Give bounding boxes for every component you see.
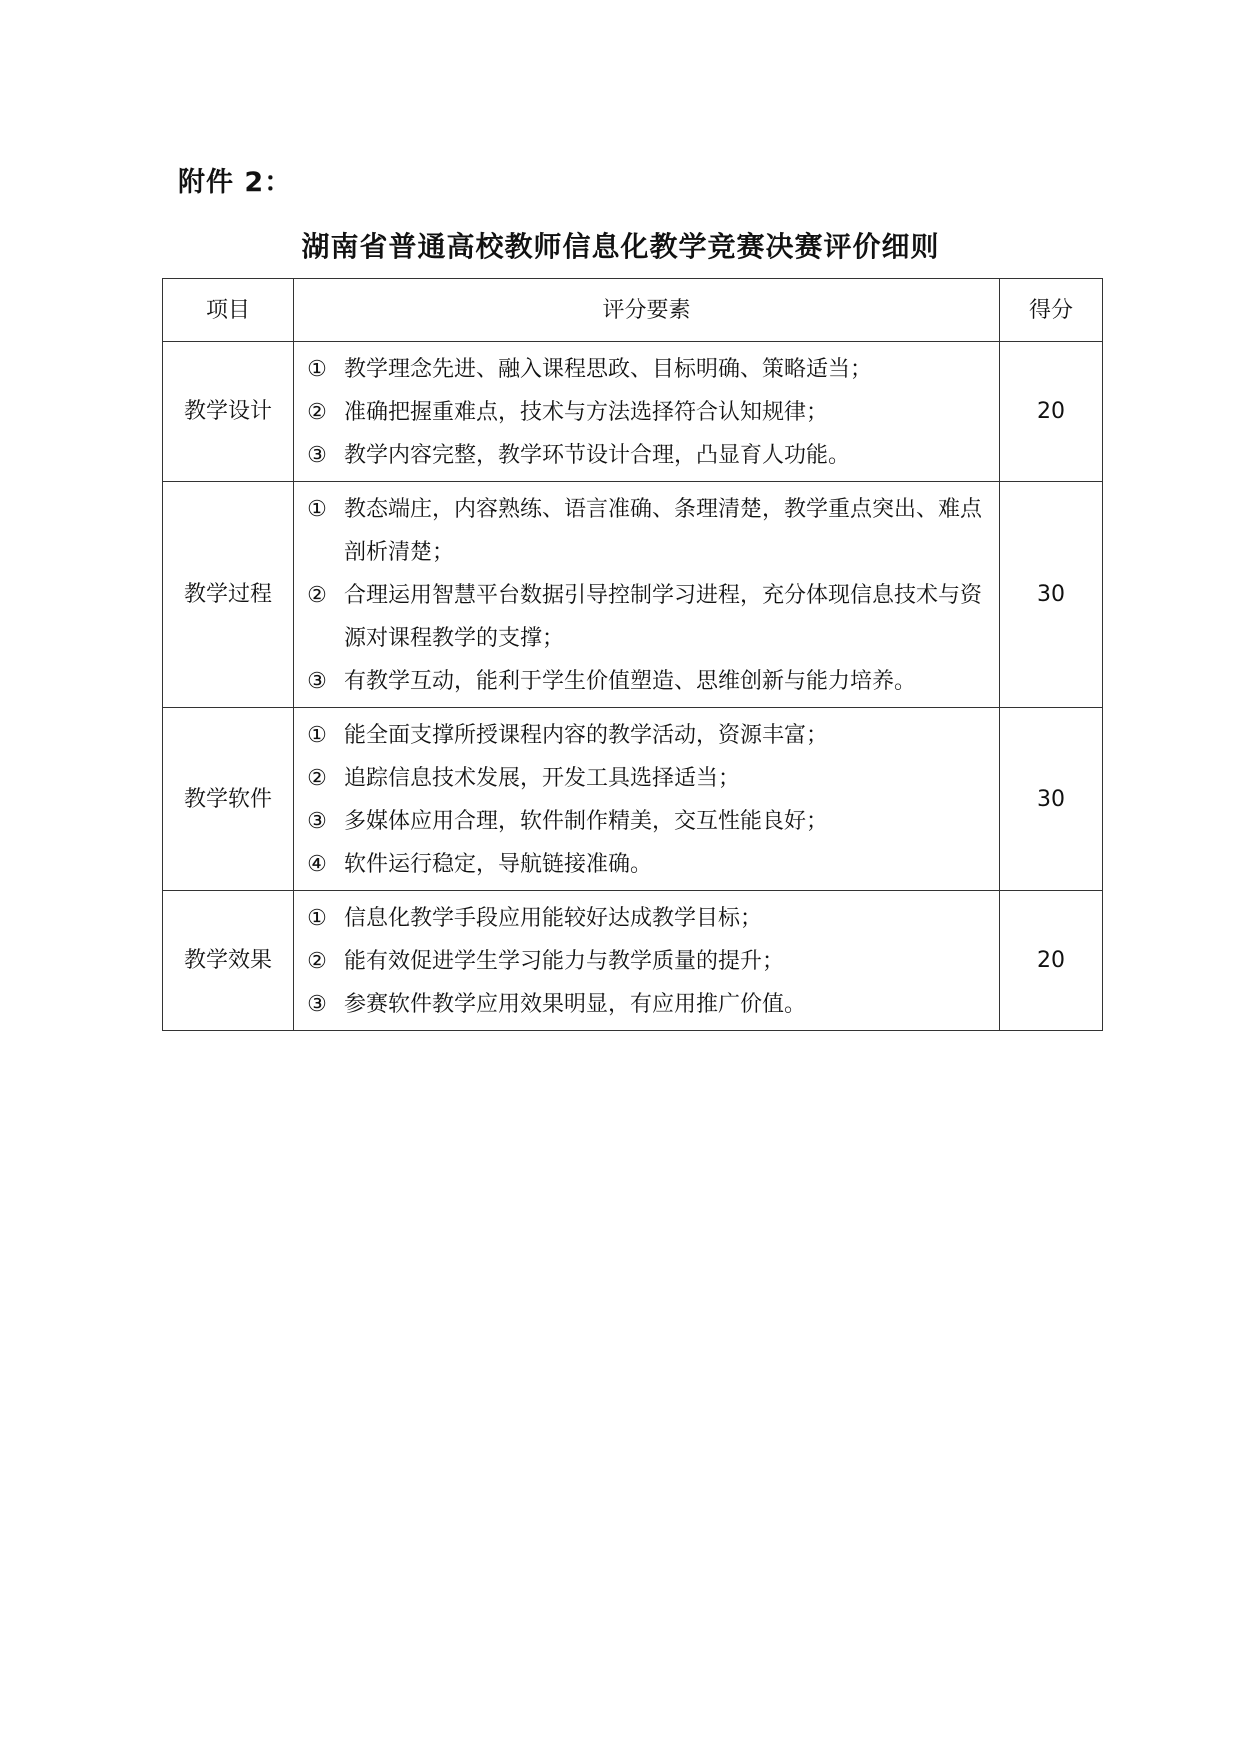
item-text: 准确把握重难点，技术与方法选择符合认知规律；	[344, 400, 829, 425]
criteria-cell	[294, 342, 1000, 482]
item-text: 教学理念先进、融入课程思政、目标明确、策略适当；	[344, 357, 873, 382]
criteria-cell	[294, 891, 1000, 1031]
attachment-label: 附件 2：	[178, 167, 293, 198]
item-text: 多媒体应用合理，软件制作精美，交互性能良好；	[344, 809, 829, 834]
criteria-item	[302, 800, 991, 843]
criteria-item	[302, 983, 991, 1026]
item-number: ①	[307, 357, 327, 382]
item-text: 能有效促进学生学习能力与教学质量的提升；	[344, 949, 785, 974]
item-number: ②	[307, 583, 327, 608]
document-title: 湖南省普通高校教师信息化教学竞赛决赛评价细则	[301, 230, 940, 263]
score-cell: 30	[1000, 482, 1103, 708]
criteria-item	[302, 660, 991, 703]
score-cell: 20	[1000, 891, 1103, 1031]
item-text: 能全面支撑所授课程内容的教学活动，资源丰富；	[344, 723, 829, 748]
category-cell: 教学效果	[163, 891, 294, 1031]
criteria-item	[302, 391, 991, 434]
table-row	[163, 482, 1103, 708]
item-number: ①	[307, 497, 327, 522]
item-text: 教态端庄，内容熟练、语言准确、条理清楚，教学重点突出、难点剖析清楚；	[344, 497, 983, 565]
criteria-cell	[294, 708, 1000, 891]
table-header-row	[163, 279, 1103, 342]
item-number: ③	[307, 443, 327, 468]
criteria-item	[302, 843, 991, 886]
item-number: ④	[307, 852, 327, 877]
criteria-item	[302, 757, 991, 800]
item-number: ②	[307, 766, 327, 791]
criteria-item	[302, 434, 991, 477]
item-number: ①	[307, 723, 327, 748]
item-number: ②	[307, 400, 327, 425]
item-number: ③	[307, 669, 327, 694]
criteria-item	[302, 714, 991, 757]
item-text: 合理运用智慧平台数据引导控制学习进程，充分体现信息技术与资源对课程教学的支撑；	[344, 583, 983, 651]
header-item: 项目	[163, 279, 294, 342]
criteria-item	[302, 940, 991, 983]
item-text: 追踪信息技术发展，开发工具选择适当；	[344, 766, 741, 791]
score-cell: 30	[1000, 708, 1103, 891]
item-text: 信息化教学手段应用能较好达成教学目标；	[344, 906, 763, 931]
table-row	[163, 708, 1103, 891]
criteria-item	[302, 574, 991, 660]
item-text: 软件运行稳定，导航链接准确。	[344, 852, 653, 877]
table-row	[163, 342, 1103, 482]
item-number: ③	[307, 992, 327, 1017]
item-text: 教学内容完整，教学环节设计合理，凸显育人功能。	[344, 443, 851, 468]
criteria-item	[302, 488, 991, 574]
table-row	[163, 891, 1103, 1031]
header-score: 得分	[1000, 279, 1103, 342]
item-number: ①	[307, 906, 327, 931]
header-elements: 评分要素	[294, 279, 1000, 342]
category-cell: 教学过程	[163, 482, 294, 708]
item-text: 参赛软件教学应用效果明显，有应用推广价值。	[344, 992, 807, 1017]
evaluation-table	[162, 278, 1103, 1031]
category-cell: 教学软件	[163, 708, 294, 891]
criteria-item	[302, 897, 991, 940]
category-cell: 教学设计	[163, 342, 294, 482]
criteria-cell	[294, 482, 1000, 708]
criteria-item	[302, 348, 991, 391]
item-number: ②	[307, 949, 327, 974]
item-number: ③	[307, 809, 327, 834]
item-text: 有教学互动，能利于学生价值塑造、思维创新与能力培养。	[344, 669, 917, 694]
score-cell: 20	[1000, 342, 1103, 482]
